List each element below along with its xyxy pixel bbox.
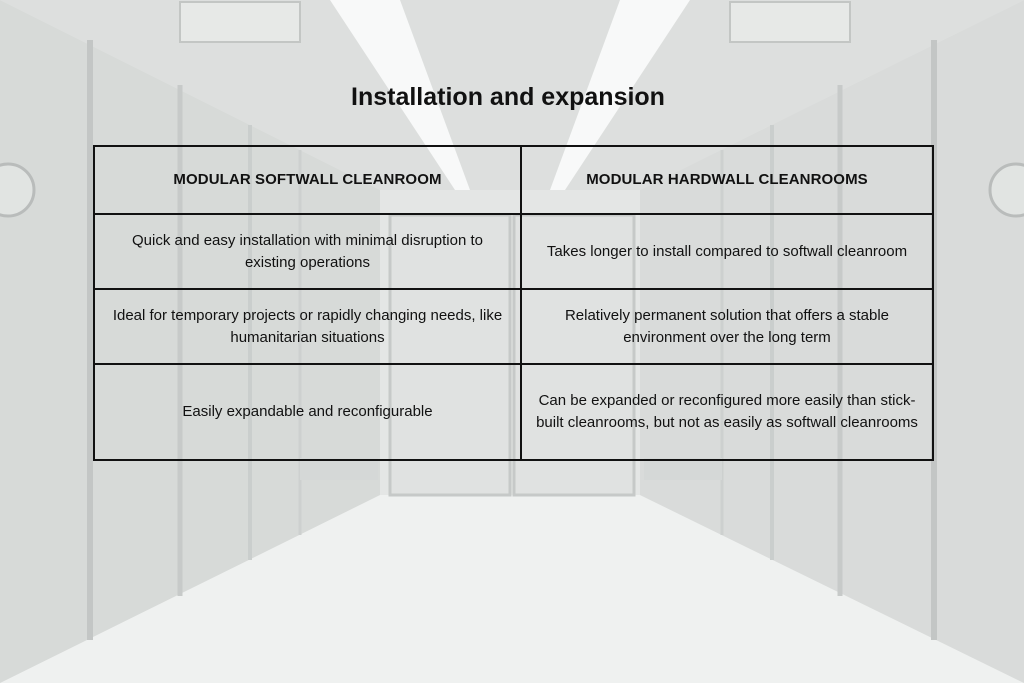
table-row <box>94 289 933 364</box>
comparison-table <box>93 145 934 461</box>
table-cell: Easily expandable and reconfigurable <box>94 364 521 460</box>
table-cell: Quick and easy installation with minimal disruption to existing operations <box>94 214 521 289</box>
table-row <box>94 214 933 289</box>
page-title: Installation and expansion <box>351 83 665 111</box>
table-cell: Ideal for temporary projects or rapidly changing needs, like humanitarian situations <box>94 289 521 364</box>
table-row <box>94 364 933 460</box>
table-cell: Relatively permanent solution that offers a stable environment over the long term <box>521 289 933 364</box>
column-header-hardwall: MODULAR HARDWALL CLEANROOMS <box>521 146 933 214</box>
table-cell: Can be expanded or reconfigured more easily than stick-built cleanrooms, but not as easily as softwall cleanrooms <box>521 364 933 460</box>
table-header-row <box>94 146 933 214</box>
table-cell: Takes longer to install compared to softwall cleanroom <box>521 214 933 289</box>
column-header-softwall: MODULAR SOFTWALL CLEANROOM <box>94 146 521 214</box>
